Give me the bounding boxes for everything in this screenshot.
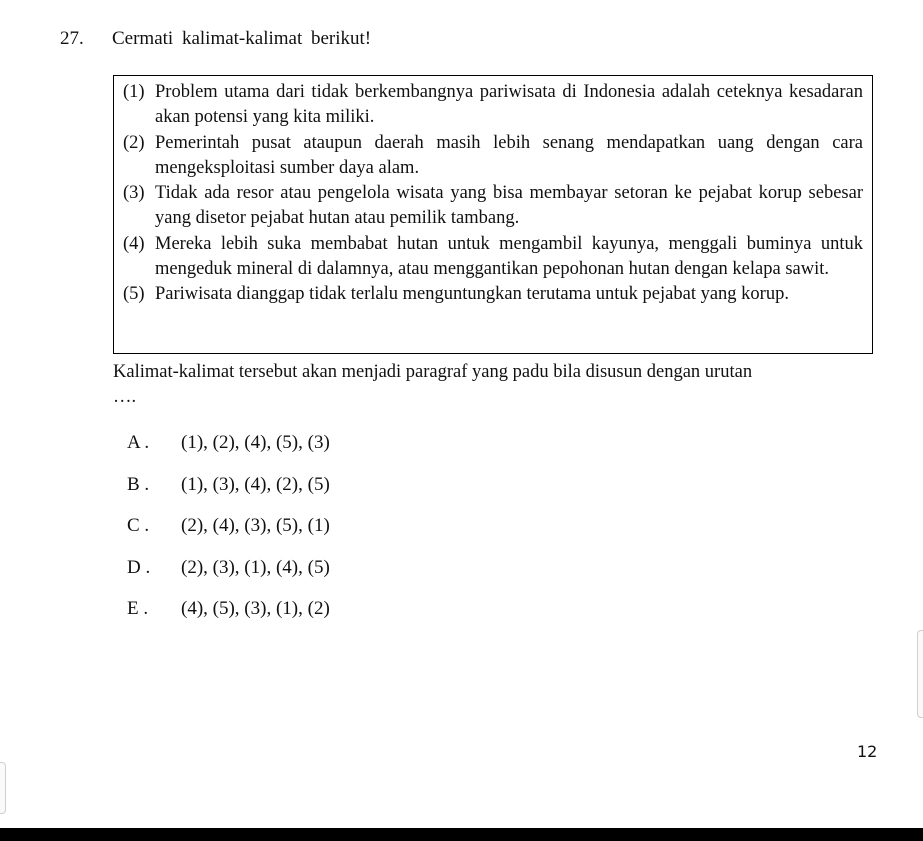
answer-options [127, 432, 330, 640]
option-text: (4), (5), (3), (1), (2) [181, 598, 330, 619]
question-ellipsis: …. [113, 387, 137, 407]
option-letter: B . [127, 473, 150, 495]
sentence-2 [123, 131, 863, 182]
option-d[interactable] [127, 557, 330, 599]
option-a[interactable] [127, 432, 330, 474]
sentence-text: Pariwisata dianggap tidak terlalu menguntungkan terutama untuk pejabat yang korup. [155, 284, 789, 305]
question-number: 27. [60, 28, 84, 49]
sentence-text: Tidak ada resor atau pengelola wisata yang bisa membayar setoran ke pejabat korup sebesar yang disetor pejabat hutan atau pemilik tambang. [155, 183, 863, 229]
option-c[interactable] [127, 515, 330, 557]
bottom-bar [0, 828, 923, 841]
option-b[interactable] [127, 474, 330, 516]
option-text: (1), (3), (4), (2), (5) [181, 473, 330, 495]
sentence-text: Problem utama dari tidak berkembangnya pariwisata di Indonesia adalah ceteknya kesadaran akan potensi yang kita miliki. [155, 82, 863, 128]
sentence-number: (1) [123, 82, 145, 102]
sentence-number: (3) [123, 183, 145, 204]
sentence-number: (4) [123, 233, 145, 254]
option-letter: D . [127, 556, 151, 578]
option-letter: C . [127, 515, 150, 536]
sentence-4 [123, 232, 863, 283]
option-text: (2), (4), (3), (5), (1) [181, 515, 330, 536]
option-text: (1), (2), (4), (5), (3) [181, 432, 330, 453]
sentence-text: Mereka lebih suka membabat hutan untuk mengambil kayunya, menggali buminya untuk mengeduk mineral di dalamnya, atau menggantikan pepohonan hutan dengan kelapa sawit. [155, 233, 863, 280]
option-text: (2), (3), (1), (4), (5) [181, 556, 330, 578]
question-instruction: Cermati kalimat-kalimat berikut! [112, 28, 372, 49]
page-edge-tab-right [917, 630, 923, 718]
page-number: 12 [857, 742, 878, 761]
sentence-text: Pemerintah pusat ataupun daerah masih lebih senang mendapatkan uang dengan cara mengeksploitasi sumber daya alam. [155, 132, 863, 178]
question-stem: Kalimat-kalimat tersebut akan menjadi paragraf yang padu bila disusun dengan urutan [113, 362, 753, 382]
sentence-number: (5) [123, 284, 145, 305]
sentence-3 [123, 181, 863, 232]
sentence-5 [123, 282, 863, 307]
sentence-1 [123, 80, 863, 131]
option-letter: E . [127, 598, 149, 619]
option-letter: A . [127, 432, 150, 453]
sentence-box [113, 75, 873, 354]
page-edge-tab-left [0, 762, 6, 814]
option-e[interactable] [127, 598, 330, 640]
sentence-number: (2) [123, 132, 145, 153]
